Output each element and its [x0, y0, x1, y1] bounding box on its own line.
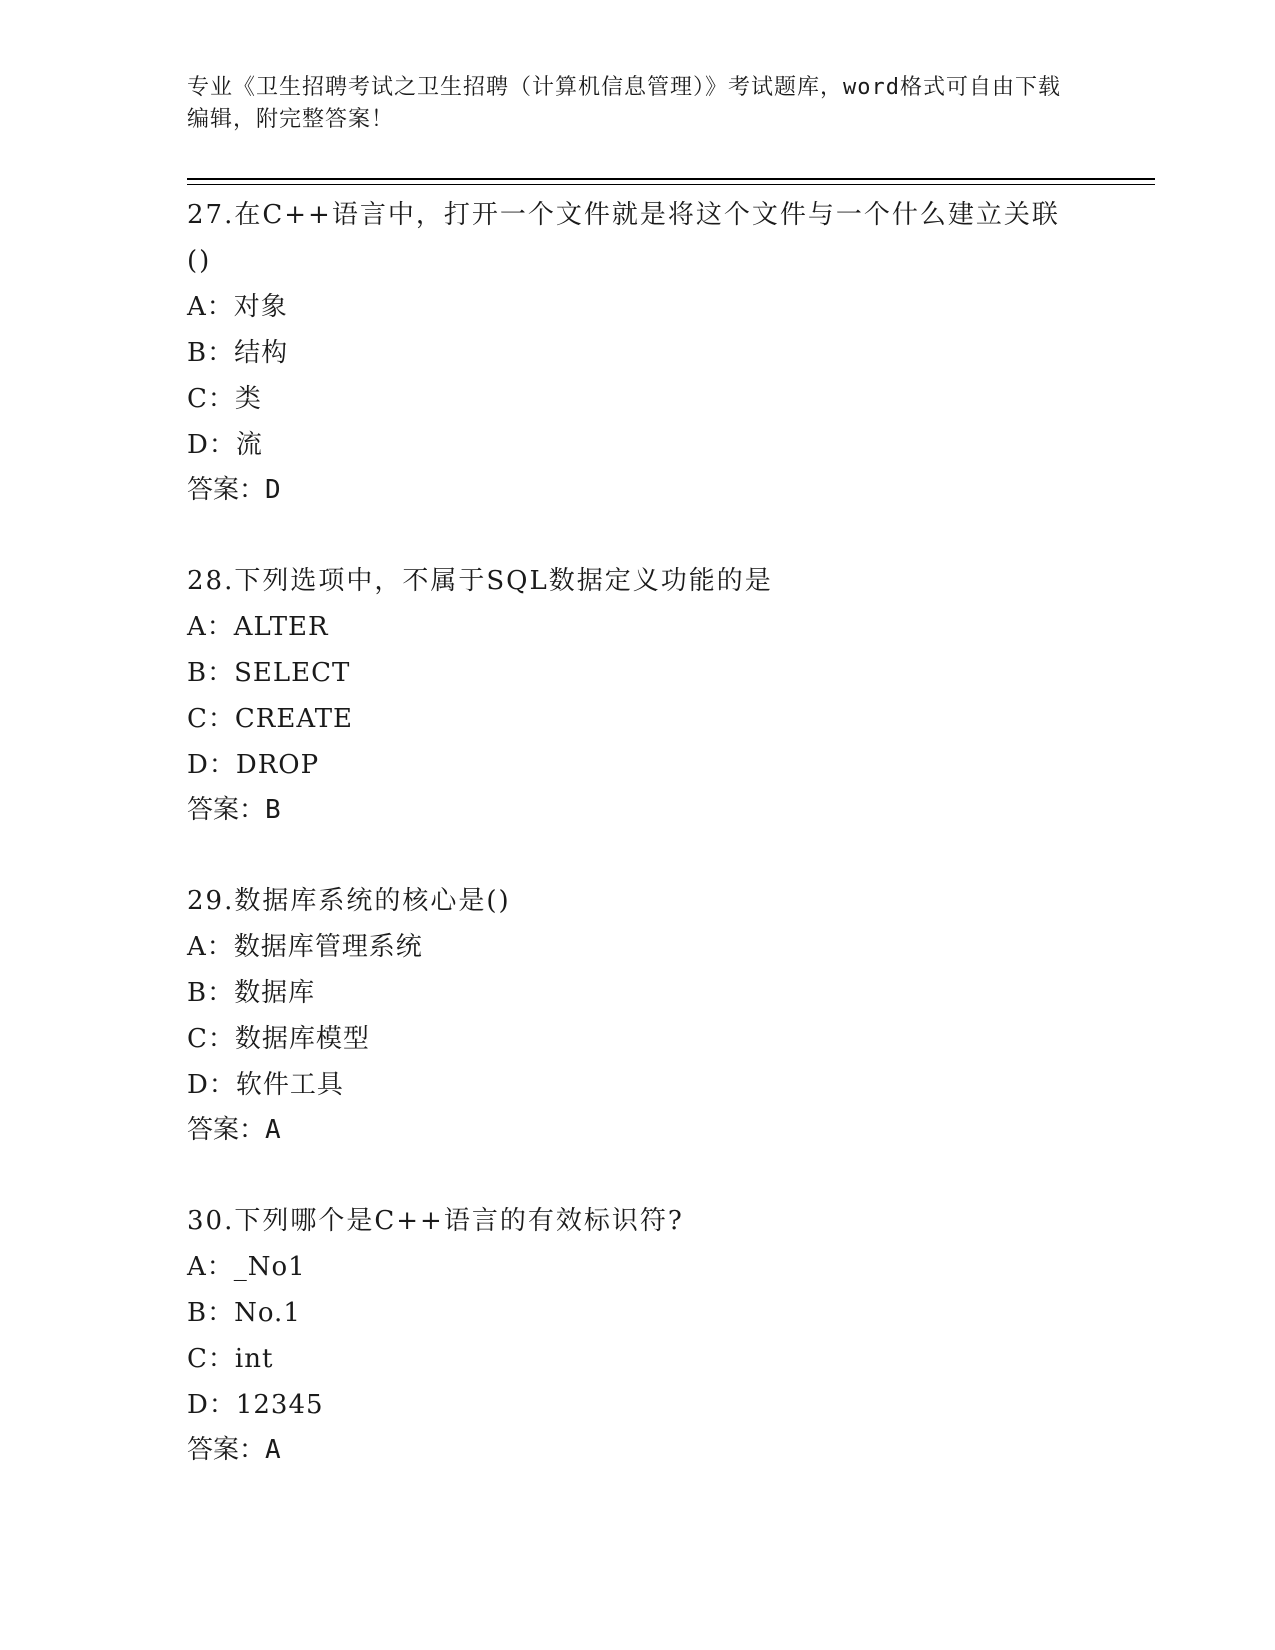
question-title: 28.下列选项中，不属于SQL数据定义功能的是	[187, 566, 773, 596]
header-divider-thick	[187, 178, 1155, 180]
answer-label: 答案：B	[187, 795, 281, 825]
option-d: D：软件工具	[187, 1070, 344, 1100]
option-c: C：类	[187, 384, 262, 414]
option-a: A：对象	[187, 292, 288, 322]
question-title: 30.下列哪个是C++语言的有效标识符?	[187, 1206, 684, 1236]
option-d: D：12345	[187, 1390, 324, 1420]
option-c: C：数据库模型	[187, 1024, 370, 1054]
header-divider-thin	[187, 184, 1155, 185]
question-27	[187, 192, 1067, 512]
option-b: B：结构	[187, 338, 289, 368]
question-title: 29.数据库系统的核心是()	[187, 886, 511, 916]
option-a: A：_No1	[187, 1252, 306, 1282]
question-29	[187, 878, 1067, 1152]
option-d: D：DROP	[187, 750, 320, 780]
document-header: 专业《卫生招聘考试之卫生招聘（计算机信息管理）》考试题库，word格式可自由下载编辑，附完整答案！	[187, 75, 1061, 132]
option-b: B：SELECT	[187, 658, 351, 688]
option-c: C：CREATE	[187, 704, 354, 734]
option-b: B：数据库	[187, 978, 316, 1008]
option-a: A：数据库管理系统	[187, 932, 423, 962]
answer-label: 答案：A	[187, 1115, 281, 1145]
answer-label: 答案：D	[187, 475, 281, 505]
option-c: C：int	[187, 1344, 274, 1374]
option-b: B：No.1	[187, 1298, 301, 1328]
question-30	[187, 1198, 1067, 1472]
answer-label: 答案：A	[187, 1435, 281, 1465]
option-a: A：ALTER	[187, 612, 329, 642]
question-list	[187, 192, 1067, 1518]
option-d: D：流	[187, 430, 263, 460]
question-title: 27.在C++语言中，打开一个文件就是将这个文件与一个什么建立关联()	[187, 200, 1060, 276]
question-28	[187, 558, 1067, 832]
